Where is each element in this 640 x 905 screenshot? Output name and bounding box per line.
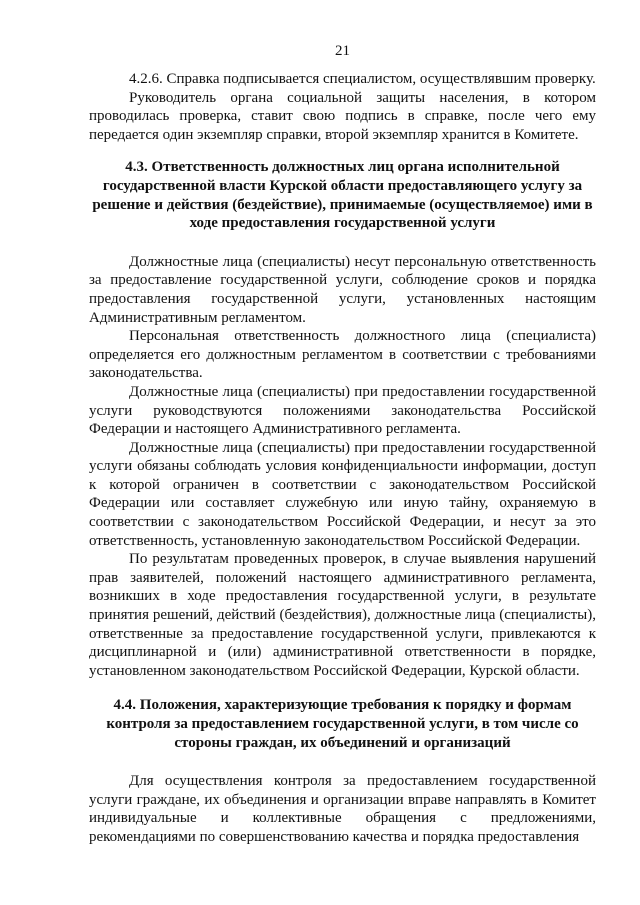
section-4-3-paragraph: По результатам проведенных проверок, в случае выявления нарушений прав заявителей, положений настоящего административного регламента, возникших в ходе предоставления государственной услуги, в результате принятия решений, действий (бездействия), должностные лица (специалисты), ответственные за предоставление государственной услуги, привлекаются к дисциплинарной и (или) административной ответственности в порядке, установленном законодательством Российской Федерации, Курской области.	[89, 551, 596, 679]
section-4-4-paragraph: Для осуществления контроля за предоставлением государственной услуги граждане, их объединения и организации вправе направлять в Комитет индивидуальные и коллективные обращения с предложениями, рекомендациями по совершенствованию качества и порядка предоставления	[89, 773, 596, 845]
section-4-3-paragraph: Должностные лица (специалисты) несут персональную ответственность за предоставление государственной услуги, соблюдение сроков и порядка предоставления государственной услуги, установленных настоящим Административным регламентом.	[89, 253, 596, 326]
section-4-3-heading: 4.3. Ответственность должностных лиц органа исполнительной государственной власти Курской области предоставляющего услугу за решение и действия (бездействие), принимаемые (осуществляемое) ими в ходе предоставления государственной услуги	[92, 159, 593, 232]
page-number: 21	[335, 43, 350, 59]
section-4-3-paragraph: Должностные лица (специалисты) при предоставлении государственной услуги руководствуются положениями законодательства Российской Федерации и настоящего Административного регламента.	[89, 383, 596, 438]
section-4-3-paragraph: Персональная ответственность должностного лица (специалиста) определяется его должностным регламентом в соответствии с требованиями законодательства.	[89, 328, 596, 382]
paragraph-4-2-6: 4.2.6. Справка подписывается специалистом, осуществлявшим проверку.	[129, 71, 596, 87]
section-4-3-paragraph: Должностные лица (специалисты) при предоставлении государственной услуги обязаны соблюдать условия конфиденциальности информации, доступ к которой ограничен в соответствии с законодательством Российской Федерации или составляет служебную или иную тайну, охраняемую в соответствии с законодательством Российской Федерации, и несут за это ответственность, установленную законодательством Российской Федерации.	[89, 439, 596, 549]
paragraph-manager-signature: Руководитель органа социальной защиты населения, в котором проводилась проверка, ставит свою подпись в справке, после чего ему передается один экземпляр справки, второй экземпляр хранится в Комитете.	[89, 89, 596, 143]
section-4-4-heading: 4.4. Положения, характеризующие требования к порядку и формам контроля за предоставлением государственной услуги, в том числе со стороны граждан, их объединений и организаций	[106, 697, 579, 751]
